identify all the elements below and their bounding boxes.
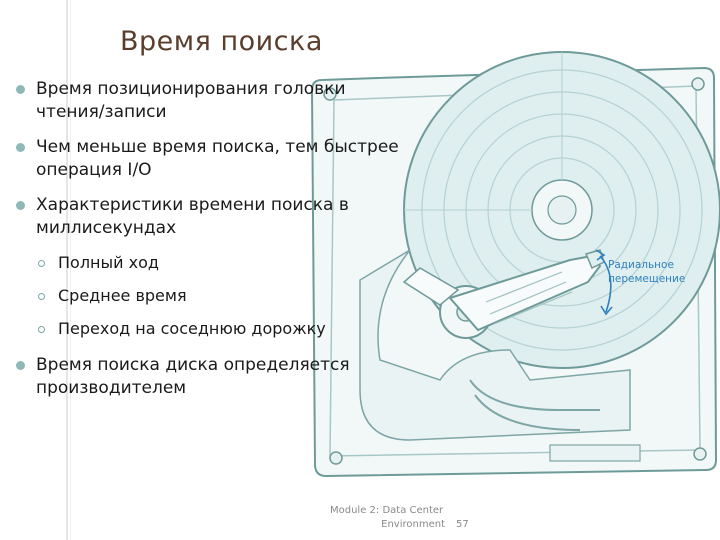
page-number: 57 [456,519,469,530]
bullet-dot-icon [16,85,25,94]
sub-bullet-item [14,285,414,307]
bullet-text: Чем меньше время поиска, тем быстрее операция I/O [36,137,399,180]
bullet-text: Время поиска диска определяется производителем [36,355,350,398]
sub-bullet-list [14,252,414,340]
footer-line-2: Environment [381,519,445,530]
footer-module [330,504,445,532]
footer-line-1: Module 2: Data Center [330,505,444,516]
sub-bullet-item [14,318,414,340]
bullet-dot-icon [16,143,25,152]
bullet-text: Время позиционирования головки чтения/записи [36,79,346,122]
bullet-text: Характеристики времени поиска в миллисекундах [36,195,349,238]
bullet-item [14,136,414,182]
bullet-dot-icon [16,361,25,370]
sub-bullet-ring-icon [38,260,45,267]
slide-title: Время поиска [120,26,323,57]
bullet-item [14,194,366,240]
sub-bullet-text: Полный ход [58,253,159,272]
sub-bullet-item [14,252,414,274]
sub-bullet-text: Среднее время [58,286,187,305]
bullet-item [14,78,414,124]
bullet-item [14,354,381,400]
radial-movement-label: Радиальное перемещение [608,259,686,285]
sub-bullet-ring-icon [38,326,45,333]
sub-bullet-text: Переход на соседнюю дорожку [58,319,326,338]
sub-bullet-ring-icon [38,293,45,300]
bullet-list [14,78,414,412]
bullet-dot-icon [16,201,25,210]
